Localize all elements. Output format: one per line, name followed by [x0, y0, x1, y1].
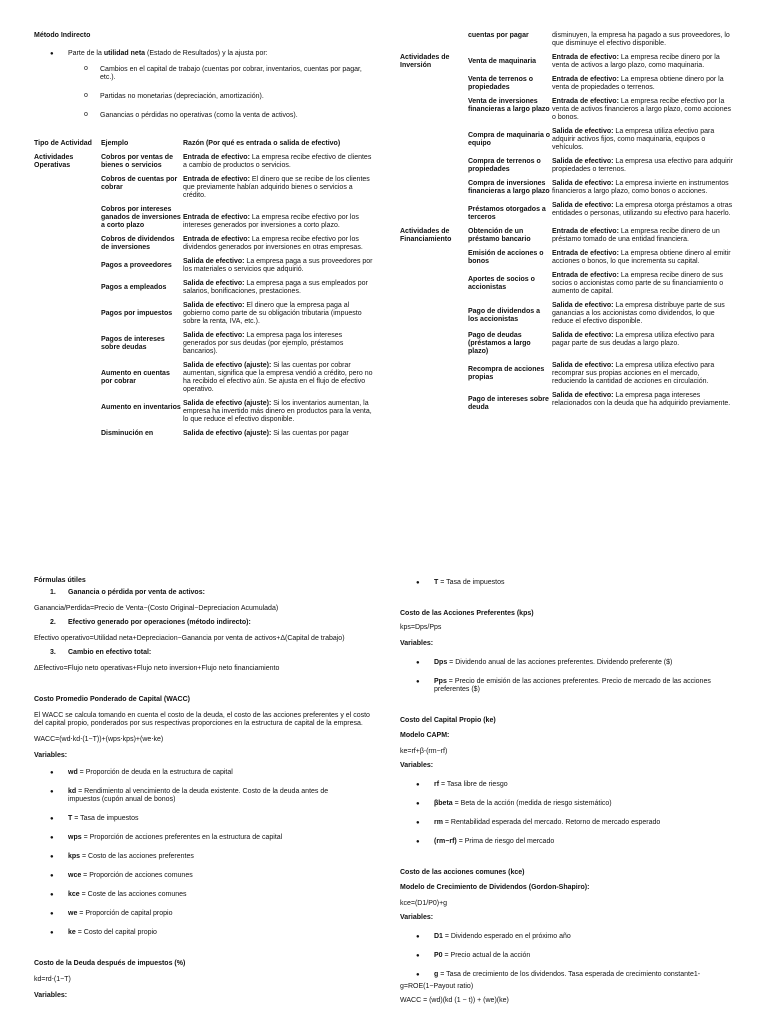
example-cell: Pago de dividendos a los accionistas: [468, 308, 540, 323]
reason-cell: Salida de efectivo (ajuste): Si los inventarios aumentan, la empresa ha invertido más dinero en productos para la venta, lo que reduce el efectivo disponible.: [183, 400, 372, 423]
header-reason: Razón (Por qué es entrada o salida de efectivo): [183, 140, 341, 147]
variables-label: Variables:: [34, 752, 68, 759]
kce-title: Costo de las acciones comunes (kce): [400, 869, 525, 876]
formulas-title: Fórmulas útiles: [34, 577, 86, 584]
reason-cell: disminuyen, la empresa ha pagado a sus proveedores, lo que disminuye el efectivo disponible.: [552, 32, 730, 47]
table-row: [400, 180, 734, 202]
table-row: [400, 250, 734, 272]
reason-cell: Entrada de efectivo: La empresa obtiene dinero al emitir acciones o bonos, lo que incrementa su capital.: [552, 250, 731, 265]
table-row: [34, 176, 374, 206]
reason-cell: Entrada de efectivo: La empresa recibe dinero por la venta de activos a largo plazo, como maquinaria.: [552, 54, 720, 69]
variable-item: ● βbeta = Beta de la acción (medida de riesgo sistemático): [400, 800, 734, 808]
formula-text: Ganancia/Perdida=Precio de Venta−(Costo Original−Depreciacion Acumulada): [34, 605, 279, 612]
capm-title: Modelo CAPM:: [400, 732, 450, 739]
example-cell: Cobros por intereses ganados de inversiones a corto plazo: [101, 206, 181, 229]
method-title: Método Indirecto: [34, 32, 91, 39]
variable-item: ● rm = Rentabilidad esperada del mercado. Retorno de mercado esperado: [400, 819, 734, 827]
gordon-title: Modelo de Crecimiento de Dividendos (Gordon-Shapiro):: [400, 884, 590, 891]
reason-cell: Salida de efectivo: La empresa usa efectivo para adquirir propiedades o terrenos.: [552, 158, 733, 173]
operating-activities-table: [34, 140, 374, 438]
example-cell: cuentas por pagar: [468, 32, 529, 39]
variable-item: ● ke = Costo del capital propio: [34, 929, 374, 937]
variable-item: ● kps = Costo de las acciones preferentes: [34, 853, 374, 861]
sub-item: o Ganancias o pérdidas no operativas (como la venta de activos).: [34, 112, 374, 120]
table-row: [34, 362, 374, 400]
table-row: [34, 400, 374, 430]
example-cell: Obtención de un préstamo bancario: [468, 228, 531, 243]
header-example: Ejemplo: [101, 140, 129, 147]
table-row: [400, 158, 734, 180]
example-cell: Pagos a empleados: [101, 284, 167, 291]
table-row: [400, 272, 734, 302]
reason-cell: Salida de efectivo: La empresa otorga préstamos a otras entidades o personas, utilizando su efectivo para hacerlo.: [552, 202, 733, 217]
kps-title: Costo de las Acciones Preferentes (kps): [400, 610, 534, 617]
example-cell: Venta de terrenos o propiedades: [468, 76, 533, 91]
variable-item: ● T = Tasa de impuestos: [34, 815, 374, 823]
reason-cell: Salida de efectivo: La empresa distribuye parte de sus ganancias a los accionistas como dividendos, lo que reduce el efectivo disponible.: [552, 302, 725, 325]
table-row: [400, 54, 734, 76]
category-cell: Actividades Operativas: [34, 154, 74, 169]
sub-item: o Partidas no monetarias (depreciación, amortización).: [34, 93, 374, 101]
variable-item: ● g = Tasa de crecimiento de los dividendos. Tasa esperada de crecimiento constante1-: [400, 971, 734, 979]
reason-cell: Salida de efectivo: El dinero que la empresa paga al gobierno como parte de su obligación tributaria (impuesto sobre la renta, IVA, etc.).: [183, 302, 362, 325]
formula-item: 3. Cambio en efectivo total:: [50, 649, 152, 656]
example-cell: Cobros por ventas de bienes o servicios: [101, 154, 173, 169]
example-cell: Cobros de dividendos de inversiones: [101, 236, 175, 251]
wacc-description: El WACC se calcula tomando en cuenta el costo de la deuda, el costo de las acciones preferentes y el costo del capital propio, ponderados por sus respectivas proporciones en la estructura de capital de la empresa.: [34, 712, 370, 727]
table-row: [34, 154, 374, 176]
sub-item: o Cambios en el capital de trabajo (cuentas por cobrar, inventarios, cuentas por pagar, etc.).: [34, 66, 370, 82]
variable-item: ● kd = Rendimiento al vencimiento de la deuda existente. Costo de la deuda antes de impuestos (cupón anual de bonos): [34, 788, 338, 804]
example-cell: Pago de intereses sobre deuda: [468, 396, 549, 411]
example-cell: Disminución en: [101, 430, 154, 437]
bottom-left-column: [34, 576, 374, 1000]
reason-cell: Entrada de efectivo: El dinero que se recibe de los clientes que previamente habían adquirido bienes o servicios a crédito.: [183, 176, 370, 199]
category-cell: Actividades de Financiamiento: [400, 228, 452, 243]
intro-bullet: ● Parte de la utilidad neta (Estado de Resultados) y la ajusta por:: [34, 50, 374, 58]
wacc-formula: WACC=(wd⋅kd⋅(1−T))+(wps⋅kps)+(we⋅ke): [34, 736, 164, 743]
variables-label: Variables:: [400, 640, 434, 647]
example-cell: Aumento en cuentas por cobrar: [101, 370, 170, 385]
variable-item: ● (rm−rf) = Prima de riesgo del mercado: [400, 838, 734, 846]
example-cell: Emisión de acciones o bonos: [468, 250, 544, 265]
gordon-formula: kce=(D1/P0)+g: [400, 900, 448, 907]
example-cell: Venta de maquinaria: [468, 58, 537, 65]
bottom-right-column: [400, 579, 734, 1005]
table-row: [34, 302, 374, 332]
table-row: [34, 236, 374, 258]
example-cell: Préstamos otorgados a terceros: [468, 206, 546, 221]
example-cell: Compra de inversiones financieras a largo plazo: [468, 180, 550, 195]
reason-cell: Entrada de efectivo: La empresa recibe efectivo por los dividendos generados por inversiones en otras empresas.: [183, 236, 363, 251]
table-row: [400, 32, 734, 54]
variable-item: ● we = Proporción de capital propio: [34, 910, 374, 918]
kps-formula: kps=Dps/Pps: [400, 624, 442, 631]
example-cell: Recompra de acciones propias: [468, 366, 545, 381]
g-formula: g=ROE(1−Payout ratio): [400, 983, 474, 990]
capm-formula: ke=rf+β⋅(rm−rf): [400, 748, 448, 755]
table-header-row: [34, 140, 374, 154]
variable-item: ● P0 = Precio actual de la acción: [400, 952, 734, 960]
reason-cell: Salida de efectivo: La empresa paga intereses relacionados con la deuda que ha adquirido previamente.: [552, 392, 731, 407]
debt-formula: kd=rd⋅(1−T): [34, 976, 71, 983]
reason-cell: Entrada de efectivo: La empresa recibe efectivo por la venta de activos financieros a largo plazo, como acciones o bonos.: [552, 98, 731, 121]
table-row: [34, 280, 374, 302]
example-cell: Compra de maquinaria o equipo: [468, 132, 551, 147]
top-right-column: [400, 32, 734, 412]
reason-cell: Entrada de efectivo: La empresa recibe dinero de sus socios o accionistas como parte de su financiamiento o aumento de capital.: [552, 272, 724, 295]
formula-text: Efectivo operativo=Utilidad neta+Depreciacion−Ganancia por venta de activos+Δ(Capital de trabajo): [34, 635, 345, 642]
reason-cell: Entrada de efectivo: La empresa obtiene dinero por la venta de propiedades o terrenos.: [552, 76, 724, 91]
table-row: [400, 202, 734, 228]
example-cell: Pagos por impuestos: [101, 310, 173, 317]
reason-cell: Salida de efectivo: La empresa paga a sus proveedores por los materiales o servicios que adquirió.: [183, 258, 373, 273]
reason-cell: Salida de efectivo: La empresa paga los intereses generados por sus deudas (por ejemplo, préstamos bancarios).: [183, 332, 344, 355]
table-row: [400, 98, 734, 128]
variable-item: ● wd = Proporción de deuda en la estructura de capital: [34, 769, 374, 777]
top-left-column: [34, 31, 374, 438]
table-row: [400, 392, 734, 412]
table-row: [400, 228, 734, 250]
variable-item: ● Dps = Dividendo anual de las acciones preferentes. Dividendo preferente ($): [400, 659, 734, 667]
wacc-bottom-formula: WACC = (wd)(kd (1 − t)) + (we)(ke): [400, 997, 509, 1004]
table-row: [400, 302, 734, 332]
variable-item: ● Pps = Precio de emisión de las acciones preferentes. Precio de mercado de las acciones preferentes ($): [400, 678, 734, 694]
variable-item: ● wce = Proporción de acciones comunes: [34, 872, 374, 880]
reason-cell: Salida de efectivo: La empresa utiliza efectivo para recomprar sus propias acciones en el mercado, reduciendo la cantidad de acciones en circulación.: [552, 362, 715, 385]
table-row: [400, 76, 734, 98]
reason-cell: Entrada de efectivo: La empresa recibe efectivo de clientes a cambio de productos o servicios.: [183, 154, 372, 169]
table-row: [34, 206, 374, 236]
table-row: [400, 362, 734, 392]
variable-item: ● wps = Proporción de acciones preferentes en la estructura de capital: [34, 834, 374, 842]
example-cell: Pagos de intereses sobre deudas: [101, 336, 165, 351]
formula-item: 1. Ganancia o pérdida por venta de activos:: [50, 589, 205, 596]
header-activity-type: Tipo de Actividad: [34, 140, 92, 147]
table-row: [400, 128, 734, 158]
example-cell: Venta de inversiones financieras a largo plazo: [468, 98, 550, 113]
variable-item: ● D1 = Dividendo esperado en el próximo año: [400, 933, 734, 941]
debt-cost-title: Costo de la Deuda después de impuestos (%): [34, 960, 186, 967]
reason-cell: Salida de efectivo: La empresa paga a sus empleados por salarios, bonificaciones, prestaciones.: [183, 280, 368, 295]
reason-cell: Entrada de efectivo: La empresa recibe efectivo por los intereses generados por inversiones a corto plazo.: [183, 214, 359, 229]
variables-label: Variables:: [400, 914, 434, 921]
category-cell: Actividades de Inversión: [400, 54, 450, 69]
example-cell: Pagos a proveedores: [101, 262, 172, 269]
reason-cell: Entrada de efectivo: La empresa recibe dinero de un préstamo tomado de una entidad financiera.: [552, 228, 720, 243]
reason-cell: Salida de efectivo: La empresa invierte en instrumentos financieros a largo plazo, como bonos o acciones.: [552, 180, 729, 195]
variable-item: ● rf = Tasa libre de riesgo: [400, 781, 734, 789]
table-row: [34, 258, 374, 280]
example-cell: Compra de terrenos o propiedades: [468, 158, 541, 173]
formula-item: 2. Efectivo generado por operaciones (método indirecto):: [50, 619, 251, 626]
variables-label: Variables:: [34, 992, 68, 999]
variable-item: ● T = Tasa de impuestos: [400, 579, 734, 587]
table-row: [34, 430, 374, 438]
ke-title: Costo del Capital Propio (ke): [400, 717, 496, 724]
reason-cell: Salida de efectivo: La empresa utiliza efectivo para adquirir activos fijos, como maquinaria, equipos o vehículos.: [552, 128, 715, 151]
reason-cell: Salida de efectivo (ajuste): Si las cuentas por pagar: [183, 430, 349, 437]
reason-cell: Salida de efectivo (ajuste): Si las cuentas por cobrar aumentan, significa que la empresa vendió a crédito, pero no ha recibido el efectivo aún. Se ajusta en el flujo de efectivo operativo.: [183, 362, 373, 393]
variables-label: Variables:: [400, 762, 434, 769]
example-cell: Aumento en inventarios: [101, 404, 181, 411]
example-cell: Pago de deudas (préstamos a largo plazo): [468, 332, 531, 355]
investing-financing-table: [400, 32, 734, 412]
table-row: [34, 332, 374, 362]
variable-item: ● kce = Coste de las acciones comunes: [34, 891, 374, 899]
table-row: [400, 332, 734, 362]
formula-text: ΔEfectivo=Flujo neto operativas+Flujo neto inversion+Flujo neto financiamiento: [34, 665, 280, 672]
wacc-title: Costo Promedio Ponderado de Capital (WACC): [34, 696, 190, 703]
example-cell: Aportes de socios o accionistas: [468, 276, 535, 291]
example-cell: Cobros de cuentas por cobrar: [101, 176, 178, 191]
reason-cell: Salida de efectivo: La empresa utiliza efectivo para pagar parte de sus deudas a largo plazo.: [552, 332, 715, 347]
